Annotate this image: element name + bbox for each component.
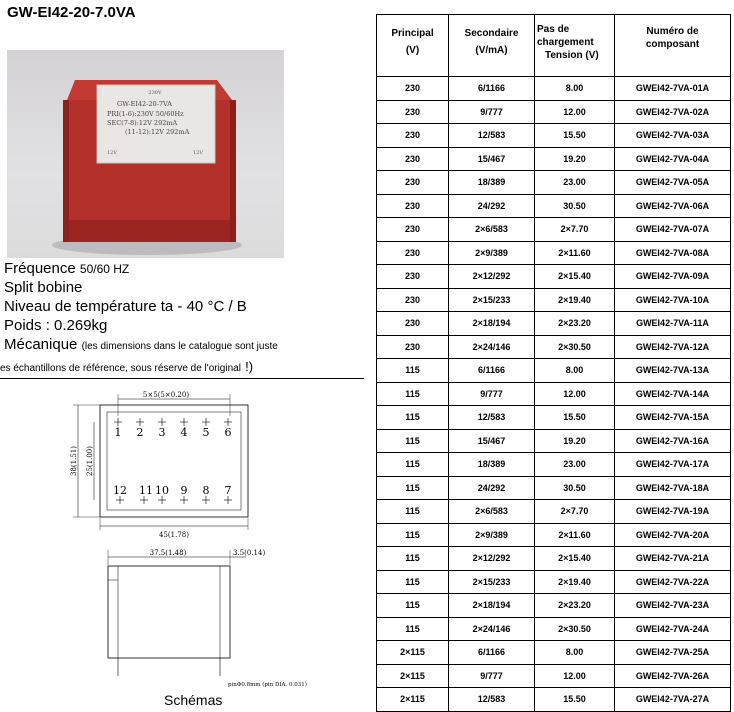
cell-tension: 30.50 [535, 194, 615, 218]
specifications-table [376, 14, 731, 712]
table-row [377, 617, 731, 641]
cell-tension: 2×15.40 [535, 265, 615, 289]
cell-secondaire: 2×6/583 [449, 218, 535, 242]
cell-tension: 8.00 [535, 641, 615, 665]
table-row [377, 124, 731, 148]
table-row [377, 523, 731, 547]
cell-tension: 30.50 [535, 476, 615, 500]
cell-principal: 230 [377, 171, 449, 195]
cell-secondaire: 2×9/389 [449, 523, 535, 547]
cell-tension: 2×23.20 [535, 594, 615, 618]
cell-tension: 8.00 [535, 77, 615, 101]
cell-part-number: GWEI42-7VA-14A [615, 382, 731, 406]
cell-secondaire: 2×18/194 [449, 312, 535, 336]
plate-line-3: SEC(7-8):12V 292mA [107, 119, 178, 127]
mechanical-note-a: (les dimensions dans le catalogue sont juste [81, 341, 278, 352]
header-numero-de-composant: Numéro de composant [615, 15, 731, 77]
cell-tension: 8.00 [535, 359, 615, 383]
cell-part-number: GWEI42-7VA-01A [615, 77, 731, 101]
table-row [377, 218, 731, 242]
cell-principal: 115 [377, 523, 449, 547]
table-row [377, 100, 731, 124]
table-row [377, 171, 731, 195]
cell-secondaire: 12/583 [449, 688, 535, 712]
table-row [377, 312, 731, 336]
cell-tension: 2×23.20 [535, 312, 615, 336]
cell-tension: 19.20 [535, 429, 615, 453]
cell-secondaire: 24/292 [449, 476, 535, 500]
cell-part-number: GWEI42-7VA-23A [615, 594, 731, 618]
top-pin-2: 2 [136, 426, 144, 439]
bottom-pin-7: 7 [224, 484, 232, 497]
cell-part-number: GWEI42-7VA-05A [615, 171, 731, 195]
table-row [377, 265, 731, 289]
plate-line-2: PRI(1-6):230V 50/60Hz [107, 110, 184, 118]
bottom-pin-11: 11 [139, 484, 153, 497]
cell-secondaire: 24/292 [449, 194, 535, 218]
cell-principal: 115 [377, 594, 449, 618]
cell-secondaire: 2×24/146 [449, 335, 535, 359]
dim-width-label: 45(1.78) [159, 531, 189, 539]
cell-principal: 230 [377, 265, 449, 289]
cell-part-number: GWEI42-7VA-11A [615, 312, 731, 336]
cell-principal: 115 [377, 476, 449, 500]
dim-top-label: 5×5(5×0.20) [142, 391, 190, 399]
cell-principal: 230 [377, 241, 449, 265]
cell-part-number: GWEI42-7VA-19A [615, 500, 731, 524]
cell-tension: 2×7.70 [535, 218, 615, 242]
mechanical-note-b: es échantillons de référence, sous réserve de l'original [0, 363, 241, 374]
table-row [377, 664, 731, 688]
plate-line-1: GW-EI42-20-7VA [117, 100, 172, 108]
cell-tension: 23.00 [535, 453, 615, 477]
header-principal: Principal (V) [377, 15, 449, 77]
cell-tension: 2×7.70 [535, 500, 615, 524]
transformer-image [7, 50, 284, 258]
mechanical-label: Mécanique [4, 336, 78, 353]
top-pin-4: 4 [180, 426, 188, 439]
table-row [377, 194, 731, 218]
table-row [377, 147, 731, 171]
cell-part-number: GWEI42-7VA-27A [615, 688, 731, 712]
cell-principal: 115 [377, 617, 449, 641]
cell-tension: 2×19.40 [535, 288, 615, 312]
product-photo [7, 50, 284, 258]
table-row [377, 500, 731, 524]
header-secondaire: Secondaire (V/mA) [449, 15, 535, 77]
cell-secondaire: 6/1166 [449, 77, 535, 101]
cell-part-number: GWEI42-7VA-07A [615, 218, 731, 242]
page-title: GW-EI42-20-7.0VA [7, 4, 136, 21]
section-divider [0, 378, 364, 379]
table-row [377, 547, 731, 571]
cell-principal: 2×115 [377, 688, 449, 712]
cell-part-number: GWEI42-7VA-12A [615, 335, 731, 359]
dim-side-offset: 3.5(0.14) [233, 549, 266, 557]
cell-tension: 23.00 [535, 171, 615, 195]
cell-secondaire: 18/389 [449, 171, 535, 195]
cell-principal: 2×115 [377, 641, 449, 665]
weight-line: Poids : 0.269kg [4, 317, 108, 334]
cell-principal: 115 [377, 359, 449, 383]
cell-tension: 12.00 [535, 382, 615, 406]
cell-principal: 2×115 [377, 664, 449, 688]
cell-secondaire: 9/777 [449, 664, 535, 688]
table-row [377, 382, 731, 406]
cell-tension: 2×19.40 [535, 570, 615, 594]
cell-tension: 19.20 [535, 147, 615, 171]
table-row [377, 453, 731, 477]
bottom-pin-10: 10 [155, 484, 169, 497]
cell-part-number: GWEI42-7VA-26A [615, 664, 731, 688]
cell-part-number: GWEI42-7VA-20A [615, 523, 731, 547]
cell-principal: 230 [377, 312, 449, 336]
cell-principal: 115 [377, 500, 449, 524]
bobbin-line: Split bobine [4, 279, 83, 296]
cell-tension: 12.00 [535, 664, 615, 688]
plate-bottom-left: 12V [107, 150, 117, 156]
table-header-row [377, 15, 731, 77]
table-row [377, 641, 731, 665]
cell-part-number: GWEI42-7VA-13A [615, 359, 731, 383]
cell-part-number: GWEI42-7VA-04A [615, 147, 731, 171]
cell-principal: 230 [377, 124, 449, 148]
bottom-pin-8: 8 [202, 484, 210, 497]
cell-tension: 2×30.50 [535, 335, 615, 359]
cell-tension: 15.50 [535, 688, 615, 712]
top-pin-1: 1 [114, 426, 122, 439]
cell-tension: 15.50 [535, 406, 615, 430]
cell-part-number: GWEI42-7VA-22A [615, 570, 731, 594]
cell-secondaire: 12/583 [449, 124, 535, 148]
cell-secondaire: 2×15/233 [449, 570, 535, 594]
cell-principal: 115 [377, 382, 449, 406]
table-row [377, 476, 731, 500]
cell-tension: 2×15.40 [535, 547, 615, 571]
cell-principal: 230 [377, 194, 449, 218]
cell-principal: 115 [377, 570, 449, 594]
cell-part-number: GWEI42-7VA-02A [615, 100, 731, 124]
drawing-caption: Schémas [164, 692, 223, 708]
table-body [377, 77, 731, 712]
cell-secondaire: 6/1166 [449, 641, 535, 665]
cell-secondaire: 15/467 [449, 147, 535, 171]
cell-part-number: GWEI42-7VA-15A [615, 406, 731, 430]
cell-principal: 115 [377, 547, 449, 571]
dim-side-width: 37.5(1.48) [149, 549, 187, 557]
cell-secondaire: 15/467 [449, 429, 535, 453]
cell-principal: 230 [377, 100, 449, 124]
dim-height-inner: 25(1.00) [86, 446, 94, 476]
table-row [377, 570, 731, 594]
top-pin-6: 6 [224, 426, 232, 439]
cell-principal: 115 [377, 453, 449, 477]
plate-line-4: (11-12):12V 292mA [125, 128, 190, 136]
cell-principal: 230 [377, 218, 449, 242]
cell-secondaire: 6/1166 [449, 359, 535, 383]
cell-principal: 230 [377, 147, 449, 171]
plate-bottom-right: 12V [193, 150, 203, 156]
cell-tension: 12.00 [535, 100, 615, 124]
cell-secondaire: 2×9/389 [449, 241, 535, 265]
cell-secondaire: 2×24/146 [449, 617, 535, 641]
cell-principal: 230 [377, 77, 449, 101]
table-row [377, 288, 731, 312]
mechanical-note-line-2 [0, 358, 253, 375]
table-row [377, 688, 731, 712]
table-row [377, 335, 731, 359]
cell-principal: 115 [377, 406, 449, 430]
bottom-pin-9: 9 [180, 484, 188, 497]
cell-part-number: GWEI42-7VA-24A [615, 617, 731, 641]
plate-top-text: 230V [148, 90, 162, 96]
table-row [377, 406, 731, 430]
frequency-line [4, 260, 129, 277]
pin-note: pinΦ0.8mm (pin DIA. 0.031) [228, 682, 307, 688]
cell-secondaire: 12/583 [449, 406, 535, 430]
bottom-pin-crosses [116, 496, 232, 504]
top-pin-5: 5 [202, 426, 210, 439]
mechanical-drawing [0, 380, 370, 692]
cell-part-number: GWEI42-7VA-25A [615, 641, 731, 665]
bottom-pin-12: 12 [113, 484, 127, 497]
cell-part-number: GWEI42-7VA-16A [615, 429, 731, 453]
cell-secondaire: 9/777 [449, 100, 535, 124]
mechanical-note-end: !) [245, 359, 254, 374]
cell-secondaire: 2×15/233 [449, 288, 535, 312]
cell-part-number: GWEI42-7VA-10A [615, 288, 731, 312]
cell-secondaire: 2×18/194 [449, 594, 535, 618]
cell-tension: 2×11.60 [535, 523, 615, 547]
mechanical-line [4, 336, 278, 353]
cell-principal: 230 [377, 335, 449, 359]
cell-part-number: GWEI42-7VA-18A [615, 476, 731, 500]
frequency-value: 50/60 HZ [79, 262, 130, 276]
cell-secondaire: 2×6/583 [449, 500, 535, 524]
cell-tension: 2×11.60 [535, 241, 615, 265]
cell-secondaire: 9/777 [449, 382, 535, 406]
cell-tension: 15.50 [535, 124, 615, 148]
table-row [377, 77, 731, 101]
cell-part-number: GWEI42-7VA-03A [615, 124, 731, 148]
table-row [377, 594, 731, 618]
cell-part-number: GWEI42-7VA-06A [615, 194, 731, 218]
cell-part-number: GWEI42-7VA-09A [615, 265, 731, 289]
table-row [377, 429, 731, 453]
cell-part-number: GWEI42-7VA-21A [615, 547, 731, 571]
header-pas-de-chargement: Pas de chargement Tension (V) [535, 15, 615, 77]
table-row [377, 359, 731, 383]
cell-part-number: GWEI42-7VA-08A [615, 241, 731, 265]
cell-principal: 115 [377, 429, 449, 453]
table-row [377, 241, 731, 265]
cell-secondaire: 2×12/292 [449, 547, 535, 571]
cell-secondaire: 2×12/292 [449, 265, 535, 289]
cell-principal: 230 [377, 288, 449, 312]
temperature-line: Niveau de température ta - 40 °C / B [4, 298, 247, 315]
frequency-label: Fréquence [4, 260, 76, 277]
top-pin-3: 3 [158, 426, 166, 439]
dim-height-outer: 38(1.51) [70, 446, 78, 476]
cell-part-number: GWEI42-7VA-17A [615, 453, 731, 477]
cell-tension: 2×30.50 [535, 617, 615, 641]
cell-secondaire: 18/389 [449, 453, 535, 477]
top-pin-crosses [114, 418, 232, 426]
